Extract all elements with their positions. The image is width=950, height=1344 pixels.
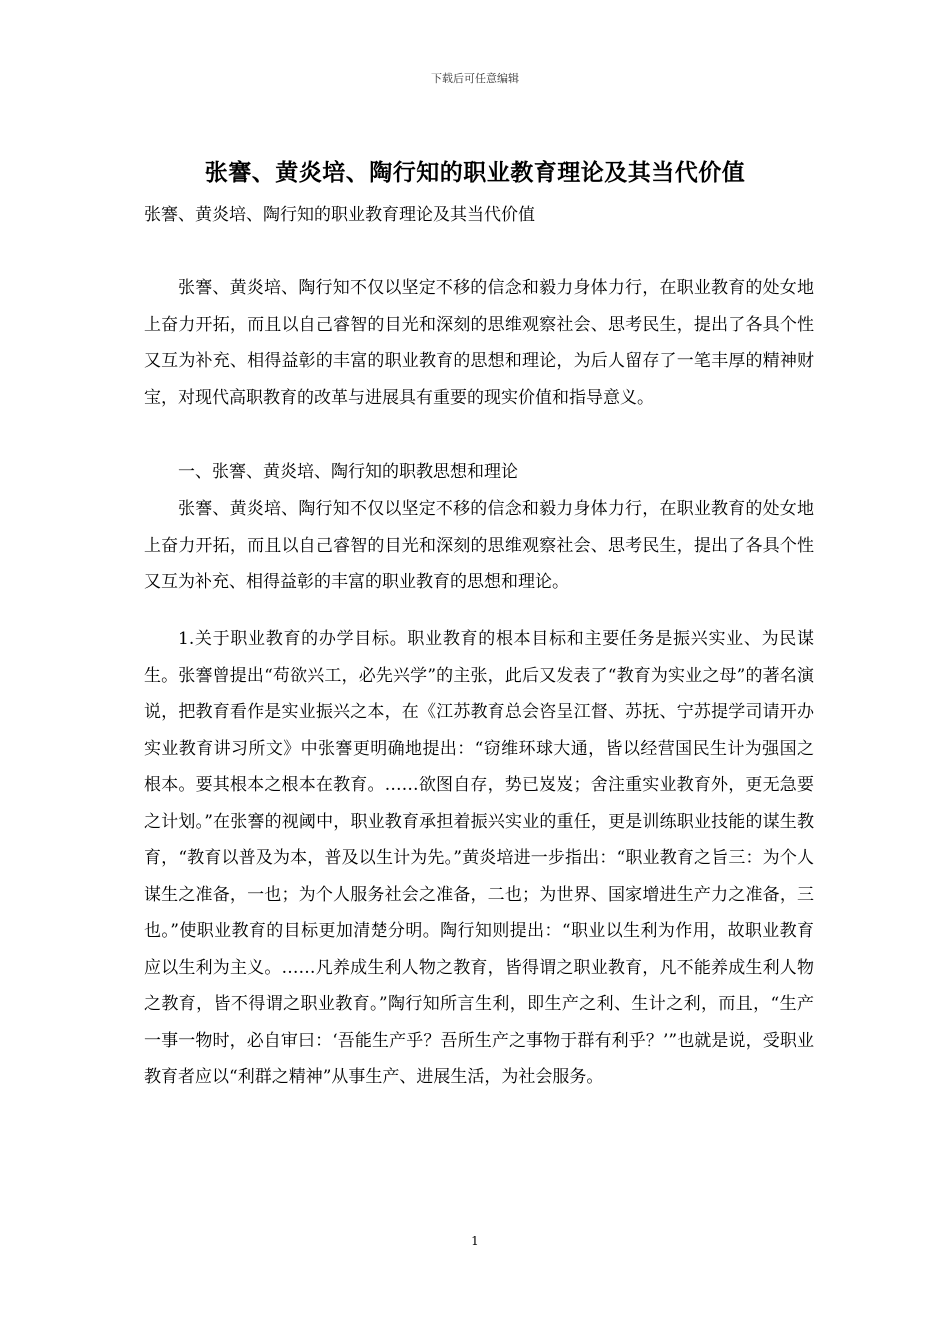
page-number: 1 bbox=[471, 1234, 479, 1248]
page-subtitle: 张謇、黄炎培、陶行知的职业教育理论及其当代价值 bbox=[144, 205, 535, 225]
page-title: 张謇、黄炎培、陶行知的职业教育理论及其当代价值 bbox=[204, 159, 746, 186]
body-section bbox=[144, 270, 814, 416]
header-note: 下载后可任意编辑 bbox=[431, 72, 519, 85]
body-section bbox=[144, 621, 814, 1096]
paragraph-intro: 张謇、黄炎培、陶行知不仅以坚定不移的信念和毅力身体力行，在职业教育的处女地上奋力开拓，而且以自己睿智的目光和深刻的思维观察社会、思考民生，提出了各具个性又互为补充、相得益彰的丰富的职业教育的思想和理论，为后人留存了一笔丰厚的精神财宝，对现代高职教育的改革与进展具有重要的现实价值和指导意义。 bbox=[144, 278, 814, 408]
section-heading-container bbox=[144, 454, 814, 491]
paragraph-section-intro: 张謇、黄炎培、陶行知不仅以坚定不移的信念和毅力身体力行，在职业教育的处女地上奋力开拓，而且以自己睿智的目光和深刻的思维观察社会、思考民生，提出了各具个性又互为补充、相得益彰的丰富的职业教育的思想和理论。 bbox=[144, 499, 814, 592]
paragraph-goals: 1.关于职业教育的办学目标。职业教育的根本目标和主要任务是振兴实业、为民谋生。张謇曾提出“苟欲兴工，必先兴学”的主张，此后又发表了“教育为实业之母”的著名演说，把教育看作是实业振兴之本，在《江苏教育总会咨呈江督、苏抚、宁苏提学司请开办实业教育讲习所文》中张謇更明确地提出：“窃维环球大通，皆以经营国民生计为强国之根本。要其根本之根本在教育。……欲图自存，势已岌岌；舍注重实业教育外，更无急要之计划。”在张謇的视阈中，职业教育承担着振兴实业的重任，更是训练职业技能的谋生教育，“教育以普及为本，普及以生计为先。”黄炎培进一步指出：“职业教育之旨三：为个人谋生之准备，一也；为个人服务社会之准备，二也；为世界、国家增进生产力之准备，三也。”使职业教育的目标更加清楚分明。陶行知则提出：“职业以生利为作用，故职业教育应以生利为主义。……凡养成生利人物之教育，皆得谓之职业教育，凡不能养成生利人物之教育，皆不得谓之职业教育。”陶行知所言生利，即生产之利、生计之利，而且，“生产一事一物时，必自审曰：‘吾能生产乎？吾所生产之事物于群有利乎？’”也就是说，受职业教育者应以“利群之精神”从事生产、进展生活，为社会服务。 bbox=[144, 629, 814, 1087]
body-section bbox=[144, 491, 814, 601]
section-heading: 一、张謇、黄炎培、陶行知的职教思想和理论 bbox=[178, 462, 518, 482]
